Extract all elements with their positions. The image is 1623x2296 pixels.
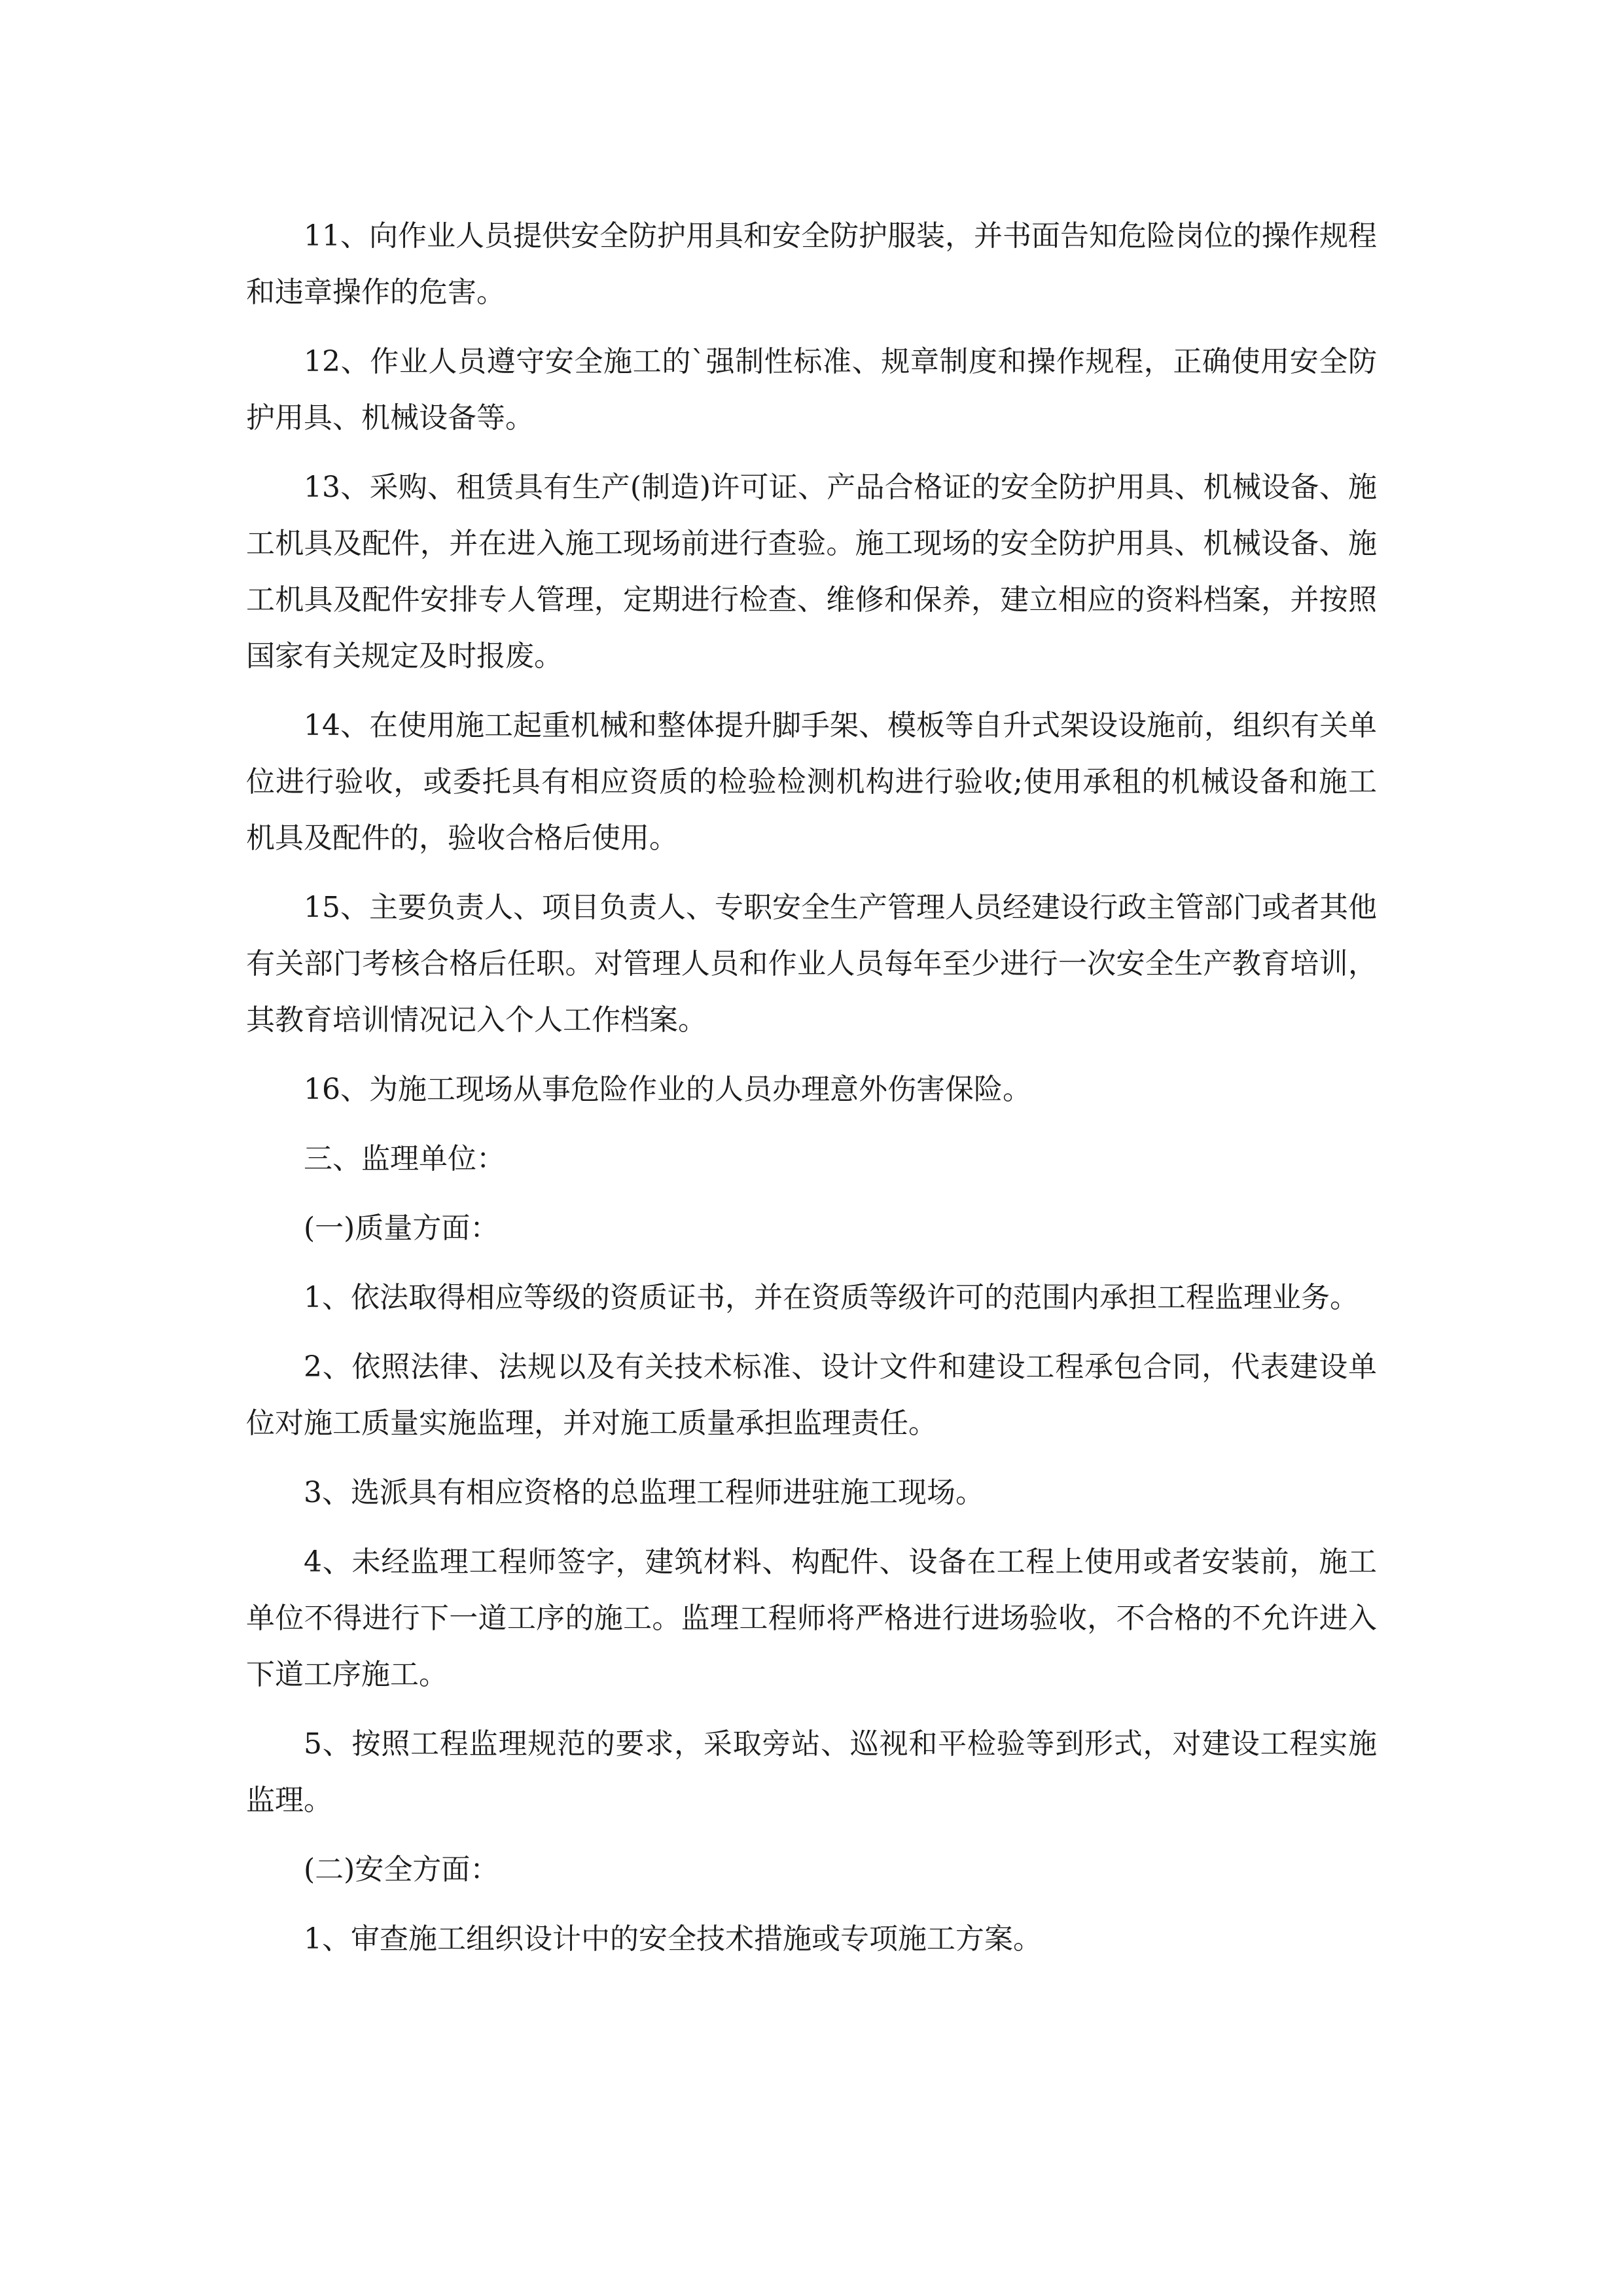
paragraph-item-14: 14、在使用施工起重机械和整体提升脚手架、模板等自升式架设设施前，组织有关单位进行验收，或委托具有相应资质的检验检测机构进行验收;使用承租的机械设备和施工机具及配件的，验收合格后使用。 (246, 709, 1377, 855)
quality-item-1: 1、依法取得相应等级的资质证书，并在资质等级许可的范围内承担工程监理业务。 (304, 1281, 1359, 1314)
paragraph-item-12: 12、作业人员遵守安全施工的`强制性标准、规章制度和操作规程，正确使用安全防护用具、机械设备等。 (246, 345, 1377, 435)
document-page (246, 208, 1377, 1981)
paragraph-item-15: 15、主要负责人、项目负责人、专职安全生产管理人员经建设行政主管部门或者其他有关部门考核合格后任职。对管理人员和作业人员每年至少进行一次安全生产教育培训，其教育培训情况记入个人工作档案。 (246, 891, 1377, 1037)
paragraph-item-16: 16、为施工现场从事危险作业的人员办理意外伤害保险。 (304, 1073, 1031, 1106)
quality-item-2: 2、依照法律、法规以及有关技术标准、设计文件和建设工程承包合同，代表建设单位对施工质量实施监理，并对施工质量承担监理责任。 (246, 1350, 1377, 1440)
quality-item-3: 3、选派具有相应资格的总监理工程师进驻施工现场。 (304, 1476, 984, 1509)
paragraph-item-11: 11、向作业人员提供安全防护用具和安全防护服装，并书面告知危险岗位的操作规程和违章操作的危害。 (246, 219, 1377, 309)
subsection-heading-safety: (二)安全方面： (304, 1853, 499, 1886)
paragraph-item-13: 13、采购、租赁具有生产(制造)许可证、产品合格证的安全防护用具、机械设备、施工机具及配件，并在进入施工现场前进行查验。施工现场的安全防护用具、机械设备、施工机具及配件安排专人管理，定期进行检查、维修和保养，建立相应的资料档案，并按照国家有关规定及时报废。 (246, 471, 1377, 673)
quality-item-5: 5、按照工程监理规范的要求，采取旁站、巡视和平检验等到形式，对建设工程实施监理。 (246, 1727, 1377, 1817)
section-heading-supervision-unit: 三、监理单位： (304, 1142, 505, 1175)
subsection-heading-quality: (一)质量方面： (304, 1211, 499, 1245)
quality-item-4: 4、未经监理工程师签字，建筑材料、构配件、设备在工程上使用或者安装前，施工单位不得进行下一道工序的施工。监理工程师将严格进行进场验收，不合格的不允许进入下道工序施工。 (246, 1545, 1377, 1691)
safety-item-1: 1、审查施工组织设计中的安全技术措施或专项施工方案。 (304, 1922, 1042, 1956)
